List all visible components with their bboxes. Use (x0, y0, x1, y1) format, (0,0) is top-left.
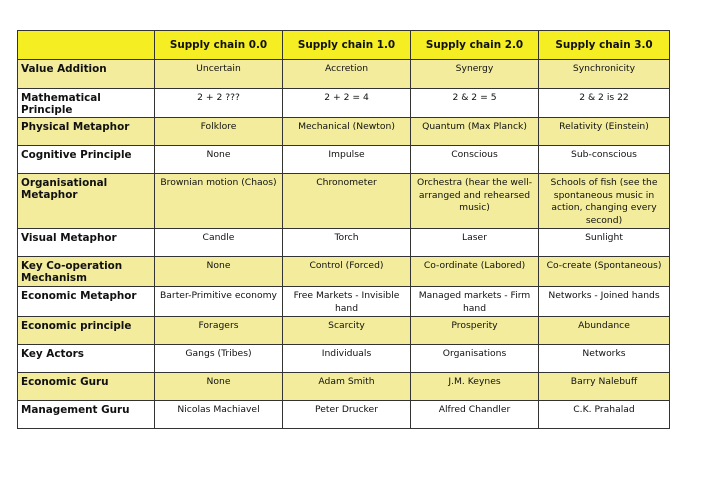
table-cell: Schools of fish (see the spontaneous music in action, changing every second) (539, 174, 670, 229)
table-cell: 2 + 2 = 4 (283, 89, 411, 118)
table-row (18, 229, 670, 257)
comparison-table-container (17, 30, 670, 429)
table-cell: Foragers (155, 317, 283, 345)
table-cell: Free Markets - Invisible hand (283, 287, 411, 317)
table-cell: Individuals (283, 345, 411, 373)
table-cell: Abundance (539, 317, 670, 345)
header-supply-chain-2: Supply chain 2.0 (411, 31, 539, 60)
table-cell: Accretion (283, 60, 411, 89)
table-cell: Co-create (Spontaneous) (539, 257, 670, 287)
row-label: Key Co-operation Mechanism (18, 257, 155, 287)
table-row (18, 287, 670, 317)
row-label: Cognitive Principle (18, 146, 155, 174)
table-cell: Brownian motion (Chaos) (155, 174, 283, 229)
table-row (18, 118, 670, 146)
table-cell: Laser (411, 229, 539, 257)
table-row (18, 257, 670, 287)
table-cell: Conscious (411, 146, 539, 174)
table-header-row (18, 31, 670, 60)
table-cell: Networks - Joined hands (539, 287, 670, 317)
table-cell: None (155, 373, 283, 401)
table-cell: Gangs (Tribes) (155, 345, 283, 373)
table-cell: J.M. Keynes (411, 373, 539, 401)
table-cell: Impulse (283, 146, 411, 174)
table-cell: 2 & 2 = 5 (411, 89, 539, 118)
table-cell: Sunlight (539, 229, 670, 257)
table-cell: Organisations (411, 345, 539, 373)
table-row (18, 373, 670, 401)
table-cell: Adam Smith (283, 373, 411, 401)
header-supply-chain-1: Supply chain 1.0 (283, 31, 411, 60)
table-cell: Folklore (155, 118, 283, 146)
header-supply-chain-3: Supply chain 3.0 (539, 31, 670, 60)
table-cell: Peter Drucker (283, 401, 411, 429)
table-cell: Managed markets - Firm hand (411, 287, 539, 317)
table-row (18, 174, 670, 229)
table-row (18, 401, 670, 429)
row-label: Physical Metaphor (18, 118, 155, 146)
header-corner-cell (18, 31, 155, 60)
table-cell: Sub-conscious (539, 146, 670, 174)
header-supply-chain-0: Supply chain 0.0 (155, 31, 283, 60)
table-cell: Chronometer (283, 174, 411, 229)
table-cell: Relativity (Einstein) (539, 118, 670, 146)
table-row (18, 345, 670, 373)
table-cell: Torch (283, 229, 411, 257)
table-cell: 2 + 2 ??? (155, 89, 283, 118)
row-label: Value Addition (18, 60, 155, 89)
table-cell: Prosperity (411, 317, 539, 345)
table-row (18, 146, 670, 174)
table-cell: Alfred Chandler (411, 401, 539, 429)
table-cell: Co-ordinate (Labored) (411, 257, 539, 287)
row-label: Mathematical Principle (18, 89, 155, 118)
row-label: Economic Guru (18, 373, 155, 401)
table-cell: Synchronicity (539, 60, 670, 89)
table-row (18, 317, 670, 345)
table-cell: 2 & 2 is 22 (539, 89, 670, 118)
table-cell: Quantum (Max Planck) (411, 118, 539, 146)
table-row (18, 60, 670, 89)
row-label: Management Guru (18, 401, 155, 429)
row-label: Economic principle (18, 317, 155, 345)
table-cell: Networks (539, 345, 670, 373)
table-cell: None (155, 146, 283, 174)
table-cell: Barter-Primitive economy (155, 287, 283, 317)
supply-chain-comparison-table (17, 30, 670, 429)
table-cell: Nicolas Machiavel (155, 401, 283, 429)
table-cell: Mechanical (Newton) (283, 118, 411, 146)
table-cell: Uncertain (155, 60, 283, 89)
table-cell: Barry Nalebuff (539, 373, 670, 401)
table-cell: Scarcity (283, 317, 411, 345)
row-label: Organisational Metaphor (18, 174, 155, 229)
table-cell: None (155, 257, 283, 287)
row-label: Key Actors (18, 345, 155, 373)
row-label: Visual Metaphor (18, 229, 155, 257)
table-cell: C.K. Prahalad (539, 401, 670, 429)
table-row (18, 89, 670, 118)
table-cell: Candle (155, 229, 283, 257)
table-cell: Control (Forced) (283, 257, 411, 287)
row-label: Economic Metaphor (18, 287, 155, 317)
table-cell: Orchestra (hear the well-arranged and rehearsed music) (411, 174, 539, 229)
table-cell: Synergy (411, 60, 539, 89)
